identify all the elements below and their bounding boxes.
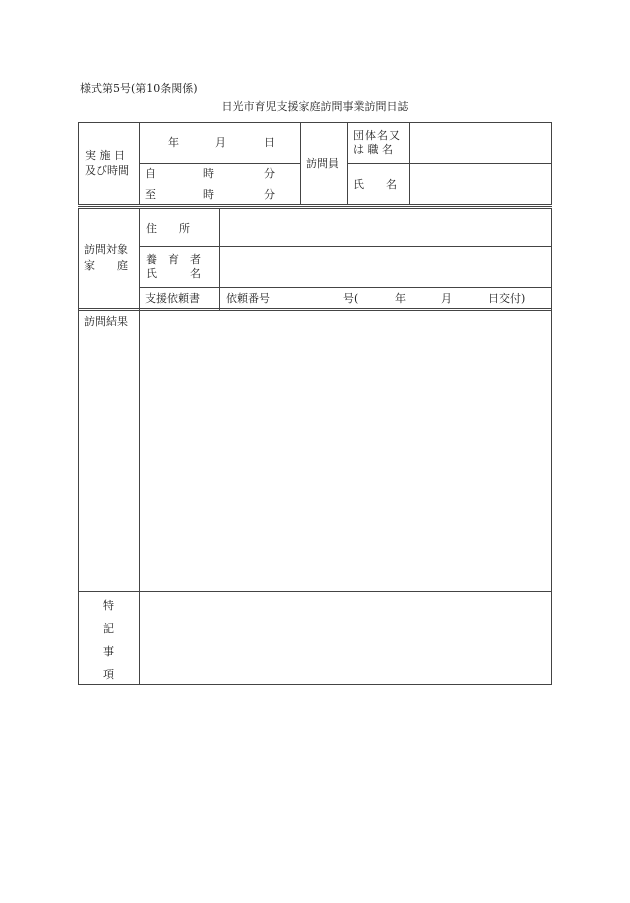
date-month-label: 月	[215, 136, 226, 149]
target-label-cell	[79, 208, 140, 311]
from-label: 自	[145, 167, 156, 180]
notes-label-char-1: 特	[103, 599, 114, 612]
visitor-label-cell	[301, 123, 348, 205]
visitor-name-field[interactable]	[410, 164, 552, 205]
document-title: 日光市育児支援家庭訪問事業訪問日誌	[221, 100, 409, 113]
guardian-label-line1: 養 育 者	[146, 253, 201, 266]
from-minute-label: 分	[264, 167, 275, 180]
result-label: 訪問結果	[84, 315, 128, 328]
name-label-cell	[348, 164, 410, 205]
notes-label-char-2: 記	[103, 622, 114, 635]
guardian-name-field[interactable]	[220, 247, 552, 288]
date-field[interactable]	[140, 123, 301, 164]
to-label: 至	[145, 188, 156, 201]
target-label-line1: 訪問対象	[84, 243, 128, 256]
guardian-label-cell	[140, 247, 220, 288]
request-label: 支援依頼書	[145, 292, 200, 305]
visitor-label: 訪問員	[306, 157, 339, 170]
notes-label-char-3: 事	[103, 645, 114, 658]
address-label: 住 所	[146, 222, 190, 235]
target-label-line2: 家 庭	[84, 259, 128, 272]
issue-year-label: 年	[395, 292, 406, 305]
notes-field[interactable]	[140, 592, 552, 685]
issue-month-label: 月	[441, 292, 452, 305]
date-year-label: 年	[168, 136, 179, 149]
to-minute-label: 分	[264, 188, 275, 201]
result-section	[78, 308, 552, 592]
result-field[interactable]	[140, 309, 552, 592]
address-label-cell	[140, 208, 220, 247]
implementation-label-line2: 及び時間	[85, 164, 129, 177]
org-value-field[interactable]	[410, 123, 552, 164]
date-day-label: 日	[264, 136, 275, 149]
implementation-label-line1: 実 施 日	[85, 149, 125, 162]
form-number: 様式第5号(第10条関係)	[80, 82, 198, 95]
from-hour-label: 時	[203, 167, 214, 180]
implementation-section	[78, 122, 552, 205]
implementation-label-cell	[79, 123, 140, 205]
issue-day-label: 日交付)	[488, 292, 526, 305]
org-label-line1: 団体名又	[353, 129, 401, 142]
target-section	[78, 206, 552, 311]
notes-label-char-4: 項	[103, 668, 114, 681]
result-label-cell	[79, 309, 140, 592]
visitor-name-label: 氏 名	[353, 178, 397, 191]
request-number-label: 依頼番号	[226, 292, 270, 305]
org-label-line2: は 職 名	[353, 143, 393, 156]
to-hour-label: 時	[203, 188, 214, 201]
time-field[interactable]	[140, 164, 301, 205]
number-suffix: 号(	[343, 292, 359, 305]
notes-section	[78, 591, 552, 685]
org-label-cell	[348, 123, 410, 164]
guardian-label-line2: 氏 名	[146, 267, 201, 280]
address-field[interactable]	[220, 208, 552, 247]
notes-label-cell	[79, 592, 140, 685]
